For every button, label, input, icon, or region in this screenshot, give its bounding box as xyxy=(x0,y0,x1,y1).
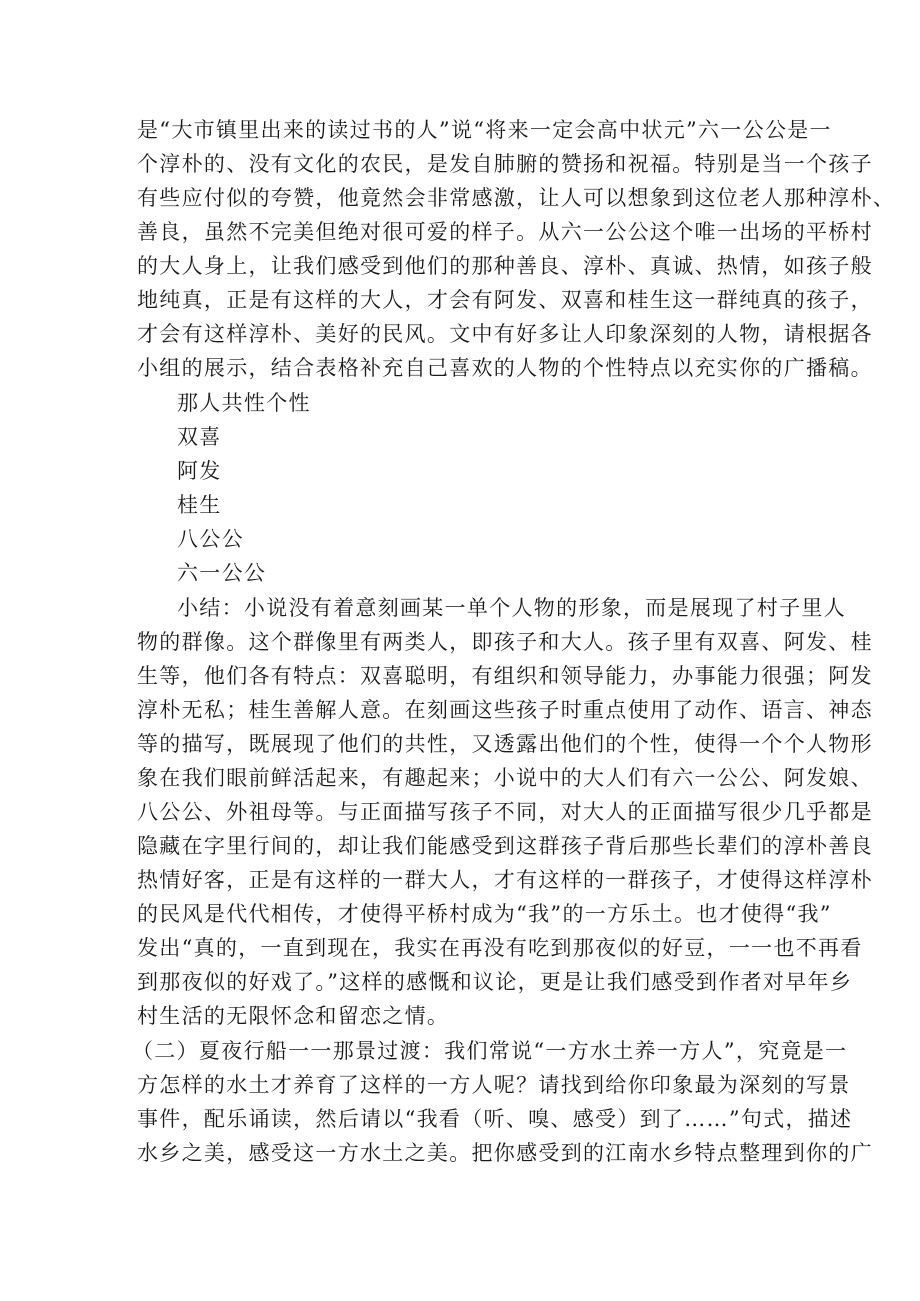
table-row-label: 桂生 xyxy=(177,493,222,517)
body-line: 的大人身上，让我们感受到他们的那种善良、淳朴、真诚、热情，如孩子般 xyxy=(137,254,873,278)
summary-line: 到那夜似的好戏了。”这样的感慨和议论，更是让我们感受到作者对早年乡 xyxy=(137,970,853,994)
summary-line: 小结：小说没有着意刻画某一单个人物的形象，而是展现了村子里人 xyxy=(177,596,846,620)
section-line: 方怎样的水土才养育了这样的一方人呢？请找到给你印象最为深刻的写景 xyxy=(137,1073,851,1097)
body-line: 善良，虽然不完美但绝对很可爱的样子。从六一公公这个唯一出场的平桥村 xyxy=(137,220,873,244)
section-line: 水乡之美，感受这一方水土之美。把你感受到的江南水乡特点整理到你的广 xyxy=(137,1141,873,1165)
table-row-label: 八公公 xyxy=(177,527,244,551)
summary-line: 八公公、外祖母等。与正面描写孩子不同，对大人的正面描写很少几乎都是 xyxy=(137,800,873,824)
summary-line: 淳朴无私；桂生善解人意。在刻画这些孩子时重点使用了动作、语言、神态 xyxy=(137,698,873,722)
summary-line: 等的描写，既展现了他们的共性，又透露出他们的个性，使得一个个人物形 xyxy=(137,732,873,756)
summary-line: 村生活的无限怀念和留恋之情。 xyxy=(137,1004,450,1028)
summary-line: 热情好客，正是有这样的一群大人，才有这样的一群孩子，才使得这样淳朴 xyxy=(137,868,873,892)
summary-line: 物的群像。这个群像里有两类人，即孩子和大人。孩子里有双喜、阿发、桂 xyxy=(137,630,873,654)
body-line: 小组的展示，结合表格补充自己喜欢的人物的个性特点以充实你的广播稿。 xyxy=(137,356,873,380)
section-line: 事件，配乐诵读，然后请以“我看（听、嗅、感受）到了……”句式，描述 xyxy=(137,1107,853,1131)
summary-line: 生等，他们各有特点：双喜聪明，有组织和领导能力，办事能力很强；阿发 xyxy=(137,664,873,688)
table-row-label: 阿发 xyxy=(177,459,222,483)
table-row-label: 六一公公 xyxy=(177,561,267,585)
summary-line: 象在我们眼前鲜活起来，有趣起来；小说中的大人们有六一公公、阿发娘、 xyxy=(137,766,873,790)
body-line: 个淳朴的、没有文化的农民，是发自肺腑的赞扬和祝福。特别是当一个孩子 xyxy=(137,152,873,176)
body-line: 地纯真，正是有这样的大人，才会有阿发、双喜和桂生这一群纯真的孩子， xyxy=(137,288,873,312)
table-row-label: 双喜 xyxy=(177,425,222,449)
section-heading-line: （二）夏夜行船一一那景过渡：我们常说“一方水土养一方人”，究竟是一 xyxy=(132,1039,848,1063)
body-line: 才会有这样淳朴、美好的民风。文中有好多让人印象深刻的人物，请根据各 xyxy=(137,322,873,346)
body-line: 是“大市镇里出来的读过书的人”说“将来一定会高中状元”六一公公是一 xyxy=(137,118,832,142)
summary-line: 隐藏在字里行间的，却让我们能感受到这群孩子背后那些长辈们的淳朴善良 xyxy=(137,834,873,858)
summary-line: 发出“真的，一直到现在，我实在再没有吃到那夜似的好豆，一一也不再看 xyxy=(137,936,863,960)
summary-line: 的民风是代代相传，才使得平桥村成为“我”的一方乐土。也才使得“我” xyxy=(137,902,832,926)
table-header-line: 那人共性个性 xyxy=(177,391,311,415)
body-line: 有些应付似的夸赞，他竟然会非常感激，让人可以想象到这位老人那种淳朴、 xyxy=(137,186,896,210)
